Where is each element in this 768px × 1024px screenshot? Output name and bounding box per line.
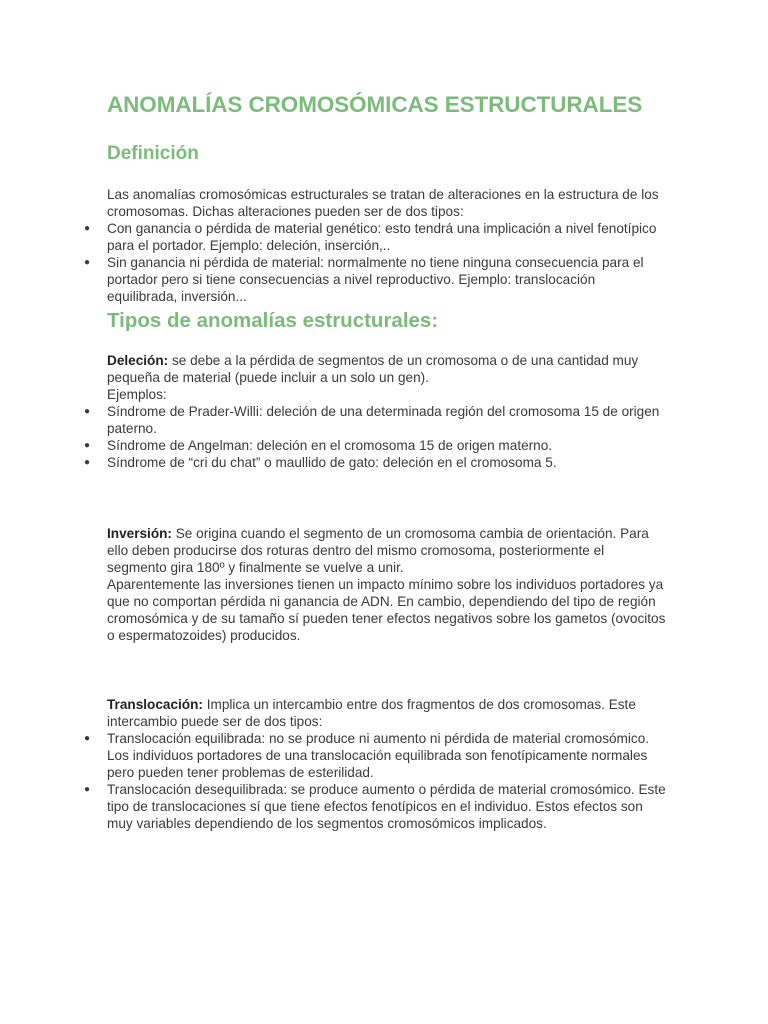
list-item (84, 220, 667, 254)
delecion-term: Deleción: (107, 353, 169, 368)
list-item-text: Sin ganancia ni pérdida de material: normalmente no tiene ninguna consecuencia para el portador pero si tiene consecuencias a nivel reproductivo. Ejemplo: translocación equilibrada, inversión... (107, 255, 644, 304)
list-item-text: Síndrome de Prader-Willi: deleción de una determinada región del cromosoma 15 de origen paterno. (107, 404, 660, 436)
list-item (84, 403, 667, 437)
list-item (84, 437, 667, 454)
bullet-icon: ● (84, 440, 91, 451)
inversion-text: Se origina cuando el segmento de un cromosoma cambia de orientación. Para ello deben producirse dos roturas dentro del mismo cromosoma, posteriormente el segmento gira 180º y finalmente se vuelve a unir. (107, 526, 649, 575)
bullet-icon: ● (84, 784, 91, 795)
document-title: ANOMALÍAS CROMOSÓMICAS ESTRUCTURALES (107, 92, 643, 117)
translocacion-list (84, 730, 667, 832)
translocacion-term: Translocación: (107, 697, 203, 712)
list-item-text: Con ganancia o pérdida de material genético: esto tendrá una implicación a nivel fenotípico para el portador. Ejemplo: deleción, inserción,.. (107, 221, 657, 253)
list-item (84, 781, 667, 832)
list-item (84, 730, 667, 781)
bullet-icon: ● (84, 223, 91, 234)
inversion-paragraph-2: Aparentemente las inversiones tienen un impacto mínimo sobre los individuos portadores ya que no comportan pérdida ni ganancia de ADN. En cambio, dependiendo del tipo de región cromosómica y de su tamaño sí pueden tener efectos negativos sobre los gametos (ovocitos o espermatozoides) producidos. (107, 577, 666, 643)
definicion-list (84, 220, 667, 305)
delecion-text: se debe a la pérdida de segmentos de un cromosoma o de una cantidad muy pequeña de material (puede incluir a un solo un gen). (107, 353, 639, 385)
bullet-icon: ● (84, 457, 91, 468)
list-item-text: Síndrome de “cri du chat” o maullido de gato: deleción en el cromosoma 5. (107, 455, 557, 470)
inversion-section (107, 525, 667, 644)
definicion-section (84, 186, 667, 305)
delecion-paragraph (107, 352, 667, 386)
bullet-icon: ● (84, 733, 91, 744)
list-item-text: Translocación equilibrada: no se produce ni aumento ni pérdida de material cromosómico. Los individuos portadores de una translocación equilibrada son fenotípicamente normales pero pueden tener problemas de esterilidad. (107, 731, 650, 780)
bullet-icon: ● (84, 257, 91, 268)
list-item-text: Translocación desequilibrada: se produce aumento o pérdida de material cromosómico. Este tipo de translocaciones sí que tiene efectos fenotípicos en el individuo. Estos efectos son muy variables dependiendo de los segmentos cromosómicos implicados. (107, 782, 666, 831)
delecion-section (84, 352, 667, 471)
list-item-text: Síndrome de Angelman: deleción en el cromosoma 15 de origen materno. (107, 438, 553, 453)
inversion-paragraph (107, 525, 667, 576)
inversion-term: Inversión: (107, 526, 172, 541)
list-item (84, 454, 667, 471)
list-item (84, 254, 667, 305)
translocacion-paragraph (107, 696, 667, 730)
delecion-examples-label: Ejemplos: (107, 387, 167, 402)
translocacion-section (84, 696, 667, 832)
translocacion-text: Implica un intercambio entre dos fragmentos de dos cromosomas. Este intercambio puede ser de dos tipos: (107, 697, 636, 729)
heading-definicion: Definición (107, 143, 199, 164)
heading-tipos: Tipos de anomalías estructurales: (107, 309, 439, 332)
delecion-list (84, 403, 667, 471)
bullet-icon: ● (84, 406, 91, 417)
definicion-intro: Las anomalías cromosómicas estructurales se tratan de alteraciones en la estructura de los cromosomas. Dichas alteraciones pueden ser de dos tipos: (107, 187, 659, 219)
